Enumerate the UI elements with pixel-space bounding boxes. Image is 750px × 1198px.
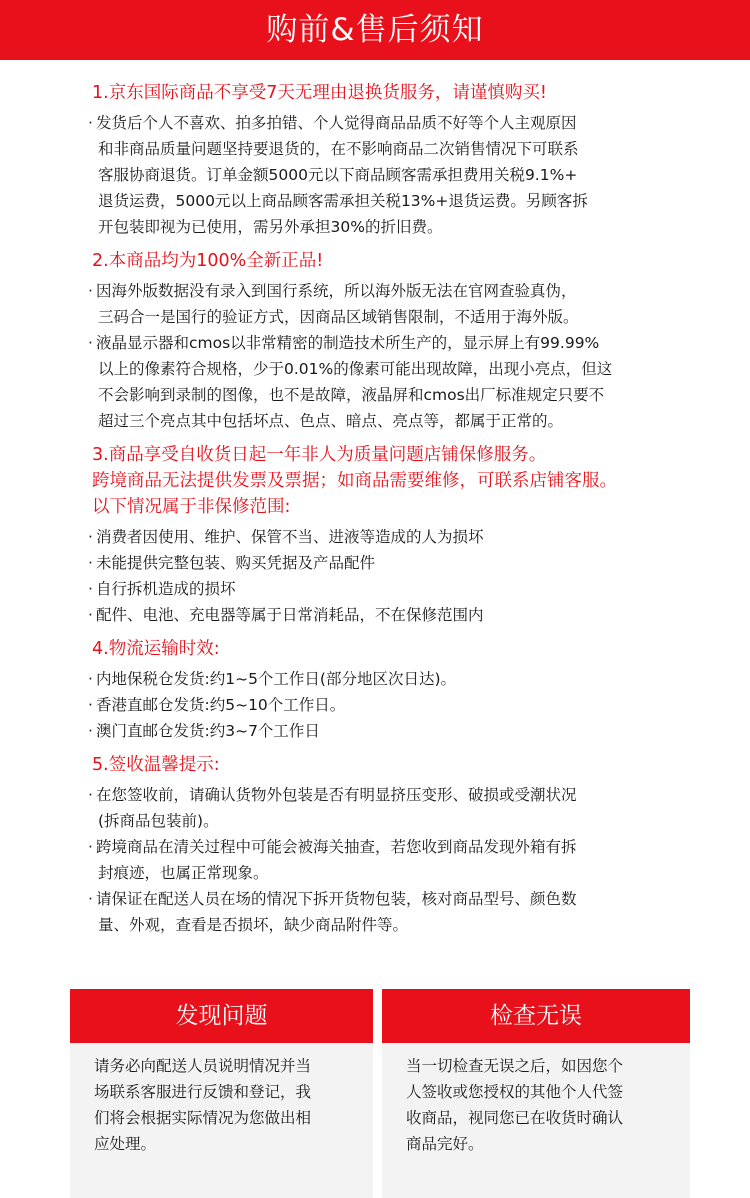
bullet-item (88, 278, 722, 330)
bullet-dot: · (88, 282, 93, 300)
bullet-item (88, 692, 722, 718)
section-title: 5.签收温馨提示: (92, 755, 220, 775)
bullet-text-line: 内地保税仓发货:约1~5个工作日(部分地区次日达)。 (96, 670, 457, 688)
box-text-line: 请务必向配送人员说明情况并当 (94, 1057, 312, 1075)
section-heading (92, 442, 722, 520)
bullet-dot: · (88, 838, 93, 856)
found-problem-text (70, 1043, 373, 1157)
section-heading (92, 248, 722, 274)
check-ok-text (382, 1043, 690, 1157)
section-title: 4.物流运输时效: (92, 639, 220, 659)
section-heading (92, 636, 722, 662)
bullet-text-line: 和非商品质量问题坚持要退货的，在不影响商品二次销售情况下可联系 (98, 140, 579, 158)
bullet-item (88, 666, 722, 692)
bullet-text-line: (拆商品包装前)。 (98, 812, 219, 830)
bullet-text-line: 超过三个亮点其中包括坏点、色点、暗点、亮点等，都属于正常的。 (98, 412, 564, 430)
bullet-text-line: 消费者因使用、维护、保管不当、进液等造成的人为损坏 (96, 528, 484, 546)
page-title: 购前&售后须知 (266, 12, 484, 48)
found-problem-box (70, 989, 373, 1198)
bullet-text-line: 配件、电池、充电器等属于日常消耗品，不在保修范围内 (96, 606, 484, 624)
bullet-dot: · (88, 580, 93, 598)
bullet-text-line: 在您签收前，请确认货物外包装是否有明显挤压变形、破损或受潮状况 (96, 786, 577, 804)
section-title: 1.京东国际商品不享受7天无理由退换货服务，请谨慎购买! (92, 83, 547, 103)
section-title: 跨境商品无法提供发票及票据；如商品需要维修，可联系店铺客服。 (92, 471, 617, 491)
bullet-text-line: 以上的像素符合规格，少于0.01%的像素可能出现故障，出现小亮点，但这 (98, 360, 613, 378)
section-title: 3.商品享受自收货日起一年非人为质量问题店铺保修服务。 (92, 445, 547, 465)
box-text-line: 人签收或您授权的其他个人代签 (406, 1083, 624, 1101)
page-title-banner (0, 0, 750, 60)
bullet-item (88, 524, 722, 550)
box-text-line: 当一切检查无误之后，如因您个 (406, 1057, 624, 1075)
bullet-dot: · (88, 786, 93, 804)
notice-section-4 (88, 636, 722, 744)
bullet-text-line: 澳门直邮仓发货:约3~7个工作日 (96, 722, 320, 740)
bullet-dot: · (88, 670, 93, 688)
bullet-item (88, 330, 722, 434)
bullet-item (88, 782, 722, 834)
notice-section-5 (88, 752, 722, 938)
check-ok-title: 检查无误 (382, 989, 690, 1043)
bullet-text-line: 液晶显示器和cmos以非常精密的制造技术所生产的，显示屏上有99.99% (96, 334, 600, 352)
bullet-text-line: 跨境商品在清关过程中可能会被海关抽查，若您收到商品发现外箱有拆 (96, 838, 577, 856)
section-heading (92, 752, 722, 778)
notice-section-2 (88, 248, 722, 434)
bullet-text-line: 量、外观，查看是否损坏，缺少商品附件等。 (98, 916, 409, 934)
bullet-text-line: 因海外版数据没有录入到国行系统，所以海外版无法在官网查验真伪， (96, 282, 577, 300)
bullet-dot: · (88, 890, 93, 908)
bullet-item (88, 886, 722, 938)
box-text-line: 商品完好。 (406, 1135, 484, 1153)
bullet-dot: · (88, 554, 93, 572)
bullet-item (88, 550, 722, 576)
bullet-item (88, 718, 722, 744)
notice-section-1 (88, 80, 722, 240)
bullet-text-line: 封痕迹，也属正常现象。 (98, 864, 269, 882)
bullet-dot: · (88, 722, 93, 740)
bullet-item (88, 110, 722, 240)
bullet-text-line: 发货后个人不喜欢、拍多拍错、个人觉得商品品质不好等个人主观原因 (96, 114, 577, 132)
bullet-text-line: 请保证在配送人员在场的情况下拆开货物包装，核对商品型号、颜色数 (96, 890, 577, 908)
bullet-dot: · (88, 334, 93, 352)
notice-section-3 (88, 442, 722, 628)
section-heading (92, 80, 722, 106)
bullet-text-line: 不会影响到录制的图像，也不是故障，液晶屏和cmos出厂标准规定只要不 (98, 386, 605, 404)
bullet-text-line: 自行拆机造成的损坏 (96, 580, 236, 598)
bullet-text-line: 开包装即视为已使用，需另外承担30%的折旧费。 (98, 218, 443, 236)
bullet-item (88, 576, 722, 602)
box-text-line: 们将会根据实际情况为您做出相 (94, 1109, 312, 1127)
bullet-text-line: 三码合一是国行的验证方式，因商品区域销售限制，不适用于海外版。 (98, 308, 579, 326)
box-text-line: 场联系客服进行反馈和登记，我 (94, 1083, 312, 1101)
bullet-text-line: 未能提供完整包装、购买凭据及产品配件 (96, 554, 376, 572)
box-text-line: 收商品，视同您已在收货时确认 (406, 1109, 624, 1127)
section-title: 以下情况属于非保修范围: (92, 497, 291, 517)
bullet-dot: · (88, 696, 93, 714)
bullet-text-line: 退货运费，5000元以上商品顾客需承担关税13%+退货运费。另顾客拆 (98, 192, 588, 210)
bullet-text-line: 客服协商退货。订单金额5000元以下商品顾客需承担费用关税9.1%+ (98, 166, 578, 184)
notice-content (88, 80, 722, 946)
check-ok-box (382, 989, 690, 1198)
bullet-item (88, 602, 722, 628)
bullet-item (88, 834, 722, 886)
bullet-dot: · (88, 528, 93, 546)
found-problem-title: 发现问题 (70, 989, 373, 1043)
section-title: 2.本商品均为100%全新正品! (92, 251, 324, 271)
info-boxes (70, 989, 690, 1198)
bullet-dot: · (88, 606, 93, 624)
bullet-dot: · (88, 114, 93, 132)
box-text-line: 应处理。 (94, 1135, 157, 1153)
bullet-text-line: 香港直邮仓发货:约5~10个工作日。 (96, 696, 346, 714)
